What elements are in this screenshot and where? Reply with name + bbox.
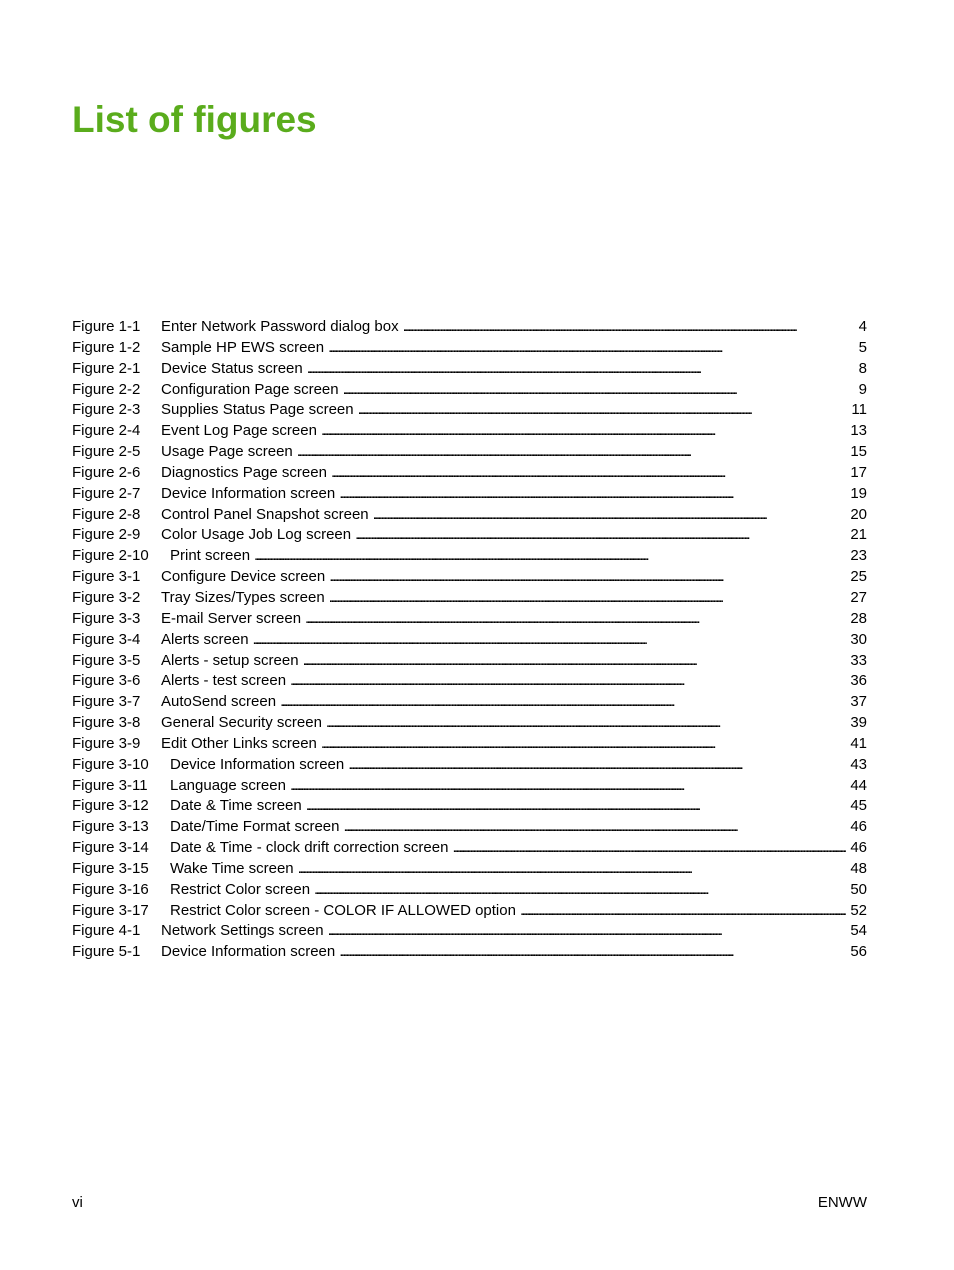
figure-title: Tray Sizes/Types screen xyxy=(161,588,325,606)
page-title: List of figures xyxy=(72,99,317,140)
dot-leader xyxy=(290,776,846,797)
figure-number: Figure 3-16 xyxy=(72,880,149,898)
figure-entry[interactable] xyxy=(72,359,867,380)
figure-number: Figure 3-4 xyxy=(72,630,141,648)
figure-page-number: 43 xyxy=(850,755,867,773)
figure-number: Figure 2-6 xyxy=(72,463,141,481)
figure-title: Alerts - test screen xyxy=(161,672,287,690)
figure-number: Figure 2-3 xyxy=(72,401,141,419)
dot-leader xyxy=(280,692,846,713)
figure-title: Sample HP EWS screen xyxy=(161,338,325,356)
figure-page-number: 39 xyxy=(850,714,867,732)
figure-number: Figure 3-13 xyxy=(72,818,149,836)
figure-page-number: 56 xyxy=(850,943,867,961)
dot-leader xyxy=(329,567,846,588)
figure-entry[interactable] xyxy=(72,734,867,755)
figure-page-number: 28 xyxy=(850,609,867,627)
figure-page-number: 11 xyxy=(851,401,867,419)
figure-number: Figure 2-5 xyxy=(72,443,141,461)
dot-leader xyxy=(520,901,846,922)
figure-page-number: 23 xyxy=(850,547,867,565)
dot-leader xyxy=(452,838,846,859)
figure-page-number: 54 xyxy=(850,922,867,940)
figure-page-number: 45 xyxy=(850,797,867,815)
figure-entry[interactable] xyxy=(72,546,867,567)
figure-page-number: 4 xyxy=(858,318,867,335)
figure-entry[interactable] xyxy=(72,880,867,901)
figure-title: E-mail Server screen xyxy=(161,609,302,627)
figure-number: Figure 3-12 xyxy=(72,797,149,815)
figure-page-number: 27 xyxy=(850,588,867,606)
figure-entry[interactable] xyxy=(72,380,867,401)
figure-number: Figure 3-5 xyxy=(72,651,141,669)
figure-number: Figure 5-1 xyxy=(72,943,141,961)
figure-number: Figure 2-9 xyxy=(72,526,141,544)
dot-leader xyxy=(314,880,846,901)
figure-title: Diagnostics Page screen xyxy=(161,463,327,481)
figure-entry[interactable] xyxy=(72,859,867,880)
footer-page-number: vi xyxy=(72,1194,83,1211)
figure-number: Figure 3-3 xyxy=(72,609,141,627)
figure-number: Figure 2-10 xyxy=(72,547,149,565)
figure-number: Figure 2-4 xyxy=(72,422,141,440)
figure-number: Figure 3-17 xyxy=(72,901,149,919)
figure-title: Alerts screen xyxy=(161,630,249,648)
dot-leader xyxy=(306,796,847,817)
figure-page-number: 52 xyxy=(850,901,867,919)
dot-leader xyxy=(254,546,846,567)
figure-number: Figure 2-2 xyxy=(72,380,141,398)
figure-title: Print screen xyxy=(170,547,251,565)
figure-title: Configuration Page screen xyxy=(161,380,339,398)
dot-leader xyxy=(297,442,847,463)
figure-entry[interactable] xyxy=(72,817,867,838)
figure-title: General Security screen xyxy=(161,714,322,732)
figure-entry[interactable] xyxy=(72,942,867,963)
figure-title: Usage Page screen xyxy=(161,443,293,461)
figure-title: Alerts - setup screen xyxy=(161,651,299,669)
dot-leader xyxy=(303,651,847,672)
figure-title: Edit Other Links screen xyxy=(161,734,317,752)
figure-entry[interactable] xyxy=(72,838,867,859)
figure-number: Figure 3-2 xyxy=(72,588,141,606)
figure-number: Figure 3-6 xyxy=(72,672,141,690)
figure-page-number: 8 xyxy=(858,359,867,377)
figure-title: Event Log Page screen xyxy=(161,422,317,440)
figure-title: Restrict Color screen - COLOR IF ALLOWED option xyxy=(170,901,516,919)
dot-leader xyxy=(339,484,846,505)
figure-title: Device Information screen xyxy=(170,755,345,773)
dot-leader xyxy=(403,317,855,338)
figure-entry[interactable] xyxy=(72,525,867,546)
figure-page-number: 5 xyxy=(858,338,867,356)
figure-title: Configure Device screen xyxy=(161,568,326,586)
figure-number: Figure 3-8 xyxy=(72,714,141,732)
figure-number: Figure 1-2 xyxy=(72,338,141,356)
figure-entry[interactable] xyxy=(72,755,867,776)
figure-title: Device Information screen xyxy=(161,484,336,502)
dot-leader xyxy=(373,505,847,526)
figure-page-number: 13 xyxy=(850,422,867,440)
figure-title: Supplies Status Page screen xyxy=(161,401,354,419)
figure-entry[interactable] xyxy=(72,567,867,588)
figure-page-number: 50 xyxy=(850,880,867,898)
dot-leader xyxy=(339,942,846,963)
figure-entry[interactable] xyxy=(72,421,867,442)
figure-entry[interactable] xyxy=(72,588,867,609)
dot-leader xyxy=(298,859,847,880)
figure-title: Date/Time Format screen xyxy=(170,818,340,836)
dot-leader xyxy=(307,359,855,380)
dot-leader xyxy=(305,609,846,630)
figure-page-number: 15 xyxy=(850,443,867,461)
figure-entry[interactable] xyxy=(72,317,867,338)
dot-leader xyxy=(355,525,846,546)
dot-leader xyxy=(358,400,848,421)
figure-page-number: 44 xyxy=(850,776,867,794)
dot-leader xyxy=(328,338,855,359)
figure-page-number: 17 xyxy=(850,463,867,481)
figure-entry[interactable] xyxy=(72,484,867,505)
footer-doc-code: ENWW xyxy=(817,1194,867,1211)
figure-title: Device Information screen xyxy=(161,943,336,961)
figure-title: Network Settings screen xyxy=(161,922,324,940)
dot-leader xyxy=(321,734,846,755)
figure-entry[interactable] xyxy=(72,400,867,421)
figure-number: Figure 4-1 xyxy=(72,922,141,940)
figure-title: Control Panel Snapshot screen xyxy=(161,505,369,523)
figure-title: Wake Time screen xyxy=(170,859,294,877)
figure-number: Figure 1-1 xyxy=(72,318,141,335)
figure-number: Figure 2-1 xyxy=(72,359,141,377)
figure-number: Figure 3-14 xyxy=(72,839,149,857)
figure-title: Language screen xyxy=(170,776,286,794)
figure-entry[interactable] xyxy=(72,921,867,942)
figure-entry[interactable] xyxy=(72,630,867,651)
figure-page-number: 9 xyxy=(858,380,867,398)
dot-leader xyxy=(331,463,846,484)
dot-leader xyxy=(329,588,847,609)
dot-leader xyxy=(326,713,846,734)
figure-entry[interactable] xyxy=(72,505,867,526)
figure-page-number: 37 xyxy=(850,693,867,711)
figure-title: Color Usage Job Log screen xyxy=(161,526,352,544)
figure-page-number: 20 xyxy=(850,505,867,523)
figure-entry[interactable] xyxy=(72,442,867,463)
figure-page-number: 25 xyxy=(850,568,867,586)
figure-number: Figure 3-10 xyxy=(72,755,149,773)
figure-page-number: 33 xyxy=(850,651,867,669)
dot-leader xyxy=(290,671,846,692)
figure-title: Device Status screen xyxy=(161,359,303,377)
figure-entry[interactable] xyxy=(72,609,867,630)
figure-number: Figure 3-9 xyxy=(72,734,141,752)
figure-title: Restrict Color screen xyxy=(170,880,311,898)
figure-page-number: 19 xyxy=(850,484,867,502)
figure-number: Figure 3-1 xyxy=(72,568,141,586)
figure-number: Figure 3-15 xyxy=(72,859,149,877)
figure-entry[interactable] xyxy=(72,796,867,817)
figure-page-number: 46 xyxy=(850,818,867,836)
figure-entry[interactable] xyxy=(72,692,867,713)
figure-title: Enter Network Password dialog box xyxy=(161,318,399,335)
figure-entry[interactable] xyxy=(72,651,867,672)
figure-entry[interactable] xyxy=(72,463,867,484)
dot-leader xyxy=(343,380,855,401)
figure-entry[interactable] xyxy=(72,713,867,734)
figure-entry[interactable] xyxy=(72,901,867,922)
figure-page-number: 30 xyxy=(850,630,867,648)
figure-number: Figure 2-8 xyxy=(72,505,141,523)
figure-page-number: 46 xyxy=(850,839,867,857)
figure-page-number: 36 xyxy=(850,672,867,690)
figure-title: Date & Time - clock drift correction screen xyxy=(170,839,449,857)
figure-entry[interactable] xyxy=(72,338,867,359)
figure-number: Figure 3-7 xyxy=(72,693,141,711)
figure-number: Figure 2-7 xyxy=(72,484,141,502)
figure-page-number: 48 xyxy=(850,859,867,877)
dot-leader xyxy=(344,817,847,838)
figure-page-number: 41 xyxy=(850,734,867,752)
figure-page-number: 21 xyxy=(850,526,867,544)
figure-entry[interactable] xyxy=(72,776,867,797)
dot-leader xyxy=(321,421,846,442)
figure-number: Figure 3-11 xyxy=(72,776,148,794)
figure-list xyxy=(72,317,867,963)
figure-title: Date & Time screen xyxy=(170,797,302,815)
figure-entry[interactable] xyxy=(72,671,867,692)
figure-title: AutoSend screen xyxy=(161,693,277,711)
dot-leader xyxy=(348,755,846,776)
dot-leader xyxy=(253,630,847,651)
dot-leader xyxy=(328,921,847,942)
